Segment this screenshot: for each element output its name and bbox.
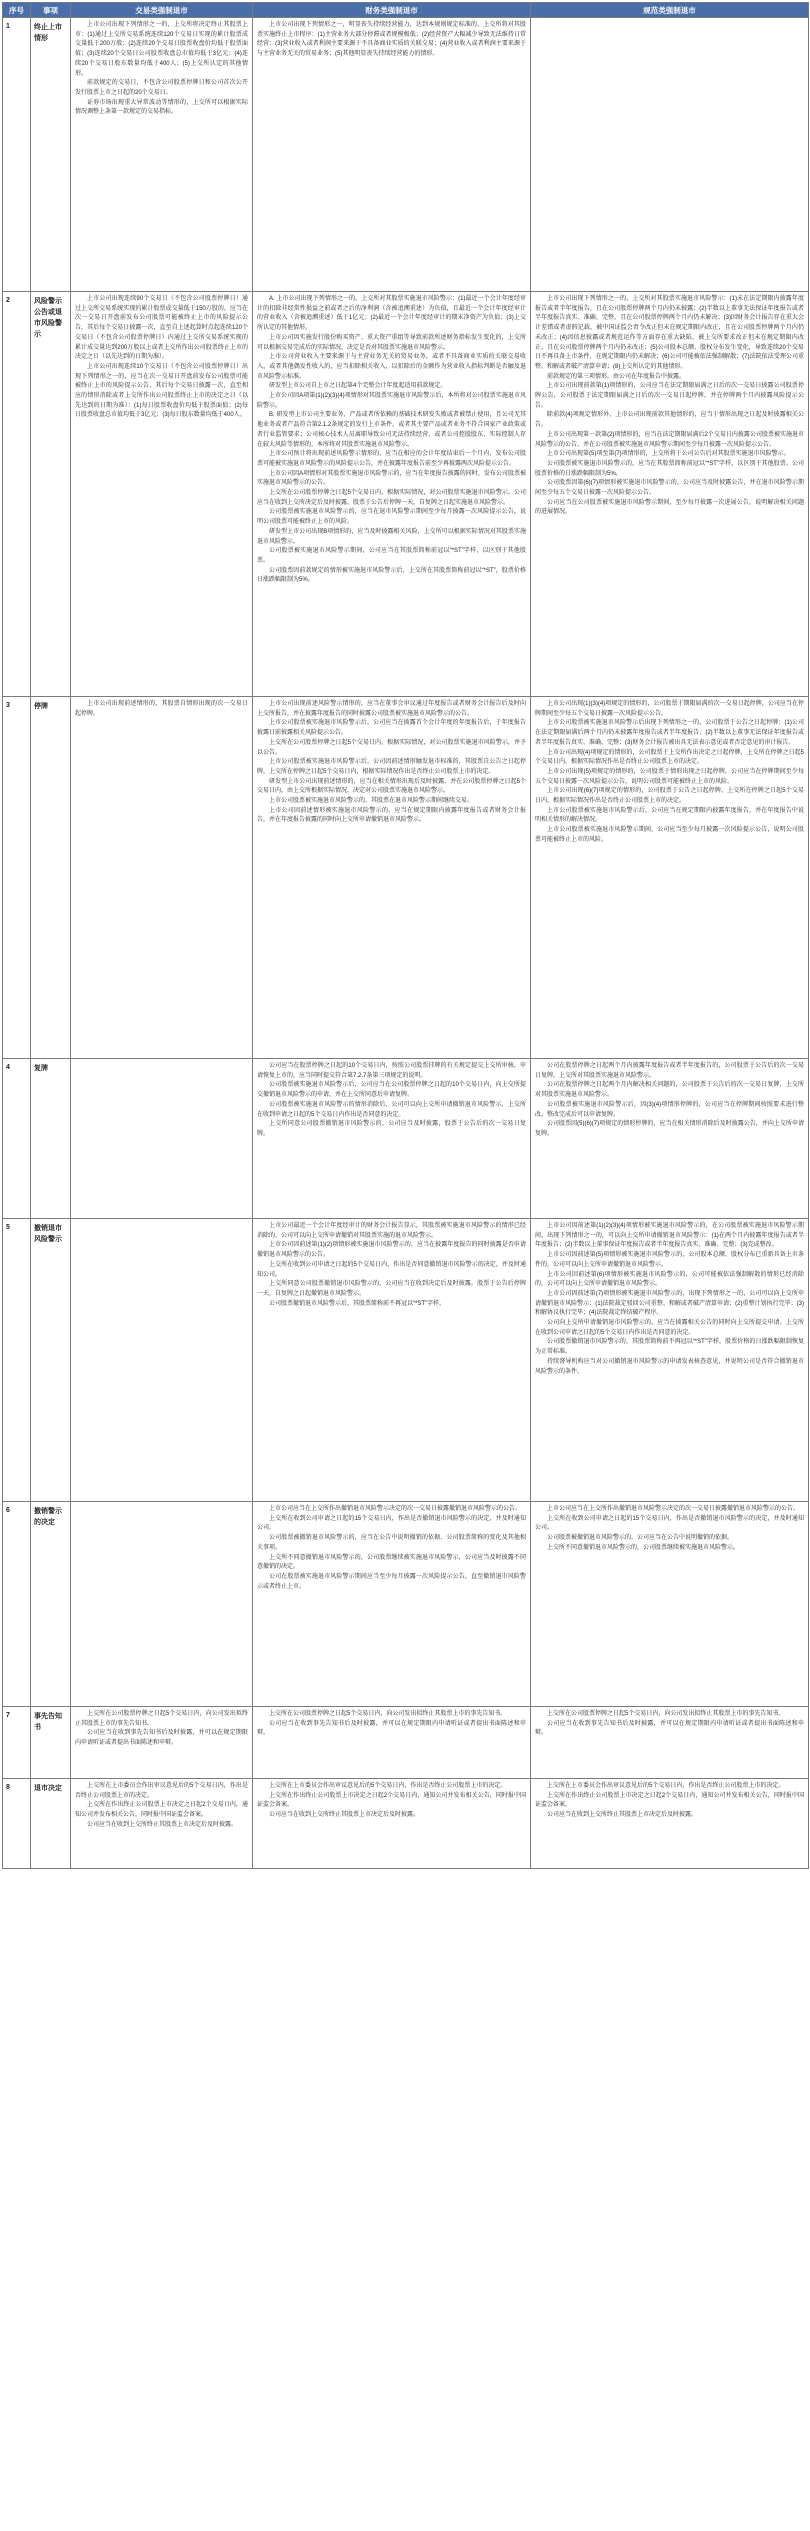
- cell-paragraph: 上市公司出现下列情形之一，明显丧失持续经营能力，达到本规则规定标准的，上交所将对其股票实施终止上市程序：(1)主营业务大部分停滞或者规模极低；(2)经营资产大幅减少导致无法维持日常经营；(3)营业收入或者利润主要来源于不具备商业实质的关联交易；(4)营业收入或者利润主要来源于与主营业务无关的贸易业务；(5)其他明显丧失持续经营能力的情形。: [257, 22, 526, 58]
- cell-paragraph: 上交所在公司股票停牌之日起5个交易日内，向公司发出拟终止其股票上市的事先告知书。: [75, 1711, 248, 1727]
- table-row: [3, 1707, 809, 1779]
- cell-finance: [253, 18, 531, 292]
- cell-paragraph: 上市公司出现(4)项规定的情形的，公司股票于上交所作出决定之日起停牌，上交所在停牌之日起5个交易日内，根据实际情况作出是否终止公司股票上市的决定。: [535, 749, 804, 766]
- cell-paragraph: A. 上市公司出现下列情形之一的，上交所对其股票实施退市风险警示：(1)最近一个会计年度经审计的扣除非经常性损益之前或者之后的净利润（含被追溯重述）为负值，且最近一个会计年度经审计的营业收入（含被追溯重述）低于1亿元；(2)最近一个会计年度经审计的期末净资产为负值；(3)上交所认定的其他情形。: [257, 296, 526, 332]
- cell-paragraph: 上市公司出现(6)(7)项规定的情形的，公司股票于公告之日起停牌，上交所在停牌之日起5个交易日内，根据实际情况作出是否终止公司股票上市的决定。: [535, 788, 804, 805]
- cell-paragraph: 公司股票被实施退市风险警示的，应当在其股票简称前冠以“*ST”字样，以区别于其他股票。公司股票价格的日涨跌幅限制为5%。: [535, 460, 804, 477]
- cell-paragraph: 公司股票被撤销退市风险警示的，应当在公告中说明撤销的依据、公司股票简称的变化及其他相关事项。: [257, 1535, 526, 1551]
- cell-paragraph: 研发型上市公司出现B项情形的，应当及时披露相关风险，上交所可以根据实际情况对其股票实施退市风险警示。: [257, 528, 526, 545]
- cell-finance: [253, 1707, 531, 1779]
- row-item: 终止上市情形: [31, 18, 71, 292]
- table-row: [3, 1779, 809, 1869]
- table-body: [3, 18, 809, 1869]
- row-number: 3: [3, 697, 31, 1059]
- cell-paragraph: 持续督导机构应当对公司撤销退市风险警示的申请发表核查意见，并说明公司是否符合撤销退市风险警示的条件。: [535, 1358, 804, 1375]
- delisting-comparison-table: [2, 2, 809, 1869]
- cell-paragraph: 上市公司出现连续10个交易日（不包含公司股票停牌日）出现下列情形之一的，应当在次一交易日开盘前发布公司股票可能被终止上市的风险提示公告，其后每个交易日披露一次，直至相应的情形消除或者上交所作出公司股票终止上市的决定之日（以先达到的日期为准）：(1)每日股票收盘价均低于股票面值；(2)每日股票收盘总市值均低于3亿元；(3)每日股东数量均低于400人。: [75, 363, 248, 419]
- cell-paragraph: 公司应当在收到事先告知书后及时披露，并可以在规定期限内申请听证或者提出书面陈述和申辩。: [75, 1730, 248, 1747]
- row-item: 退市决定: [31, 1779, 71, 1869]
- cell-paragraph: 上交所在公司股票停牌之日起5个交易日内，向公司发出拟终止其股票上市的事先告知书。: [547, 1711, 785, 1717]
- cell-paragraph: 上交所不同意撤销退市风险警示的，公司股票继续被实施退市风险警示。: [547, 1544, 740, 1551]
- cell-trade: [71, 1779, 253, 1869]
- table-header-row: [3, 3, 809, 18]
- table-row: [3, 1219, 809, 1502]
- cell-paragraph: 上市公司股票被实施退市风险警示后出现下列情形之一的，公司股票于公告之日起停牌：(1)公司在法定期限届满后两个月内仍未披露年度报告或者半年度报告；(2)半数以上董事无法保证年度报告或者半年度报告真实、准确、完整；(3)财务会计报告被出具无法表示意见或者否定意见的审计报告。: [535, 720, 804, 746]
- cell-paragraph: 公司应当在公司股票被实施退市风险警示期间，至少每月披露一次进展公告，说明解决相关问题的进展情况。: [535, 499, 804, 516]
- cell-paragraph: 公司股票被实施退市风险警示期间，公司应当在其股票简称前冠以“*ST”字样，以区别于其他股票。: [257, 548, 526, 564]
- cell-paragraph: 上交所在上市委员会作出审议意见后的5个交易日内，作出是否终止公司股票上市的决定。: [269, 1783, 507, 1789]
- row-number: 1: [3, 18, 31, 292]
- header-norm: 规范类强制退市: [531, 3, 809, 18]
- cell-norm: [531, 292, 809, 697]
- cell-paragraph: 上市公司因前述第(5)项情形被实施退市风险警示的，公司股本总额、股权分布已重新具备上市条件的，公司可以向上交所申请撤销退市风险警示。: [535, 1252, 804, 1268]
- cell-trade: [71, 1502, 253, 1707]
- cell-paragraph: 上市公司因A项情形对其股票实施退市风险警示的，应当在年度报告披露的同时，发布公司股票被实施退市风险警示的公告。: [257, 470, 526, 487]
- cell-paragraph: 上市公司出现(1)(3)(4)项规定的情形的，公司股票于期限届满的次一交易日起停牌，公司应当在停牌期间至少每五个交易日披露一次风险提示公告。: [535, 701, 804, 717]
- cell-paragraph: 上交所在上市委员会作出审议意见后的5个交易日内，作出是否终止公司股票上市的决定。: [75, 1783, 248, 1799]
- cell-paragraph: 上交所在上市委员会作出审议意见后的5个交易日内，作出是否终止公司股票上市的决定。: [547, 1783, 785, 1789]
- cell-paragraph: 上市公司营业收入主要来源于与主营业务无关的贸易业务，或者不具备商业实质的关联交易收入，或者其他偶发性收入的，应当扣除相关收入，以扣除后的金额作为营业收入指标判断是否触及退市风险警示标准。: [257, 354, 526, 380]
- cell-norm: [531, 1502, 809, 1707]
- row-item: 撤销退市风险警示: [31, 1219, 71, 1502]
- cell-paragraph: 公司股票撤销退市风险警示的，其股票简称前不再冠以“*ST”字样，股票价格的日涨跌幅限制恢复为正常标准。: [535, 1339, 804, 1356]
- table-row: [3, 1059, 809, 1219]
- cell-paragraph: 研发型上市公司出现前述情形的，应当在相关情形出现后及时披露，并在公司股票停牌之日起5个交易日内，由上交所根据实际情况，决定对公司股票实施退市风险警示。: [257, 778, 526, 795]
- cell-paragraph: 上交所在收到公司申请之日起的15个交易日内，作出是否撤销退市风险警示的决定，并及时通知公司。: [257, 1515, 526, 1532]
- cell-paragraph: 研发型上市公司自上市之日起第4个完整会计年度起适用前款规定。: [269, 383, 447, 390]
- cell-trade: [71, 1219, 253, 1502]
- cell-paragraph: B. 研发型上市公司主要业务、产品或者所依赖的基础技术研发失败或者被禁止使用，且公司无其他业务或者产品符合第2.1.2条规定的发行上市条件，或者其主要产品或者业务不符合国家产业政策或者行业监管要求；公司核心技术人员离职导致公司无法持续经营，或者公司控股股东、实际控制人存在较大风险等情形的，本所将对其股票实施退市风险警示。: [257, 412, 526, 448]
- row-item: 撤销警示的决定: [31, 1502, 71, 1707]
- cell-paragraph: 公司应当在收到事先告知书后及时披露，并可以在规定期限内申请听证或者提出书面陈述和申辩。: [257, 1720, 526, 1737]
- cell-paragraph: 公司在股票停牌之日起两个月内披露年度报告或者半年度报告的，公司股票于公告后的次一交易日复牌，上交所对其股票实施退市风险警示。: [535, 1063, 804, 1079]
- cell-paragraph: 前款规定的交易日，不包含公司股票停牌日和公司首次公开发行股票上市之日起的20个交易日。: [75, 80, 248, 96]
- cell-trade: [71, 292, 253, 697]
- row-item: 复牌: [31, 1059, 71, 1219]
- cell-paragraph: 上交所在公司股票停牌之日起5个交易日内，根据实际情况，对公司股票实施退市风险警示，并予以公告。: [257, 739, 526, 756]
- cell-paragraph: 公司应当在收到上交所终止其股票上市决定后及时披露。: [87, 1821, 238, 1828]
- row-item: 事先告知书: [31, 1707, 71, 1779]
- cell-paragraph: 上市公司因实施发行股份购买资产、重大资产重组等导致前款所述财务指标发生变化的，上交所可以根据交易完成后的实际情况，决定是否对其股票实施退市风险警示。: [257, 334, 526, 351]
- cell-paragraph: 公司应当在收到上交所终止其股票上市决定后及时披露。: [547, 1812, 698, 1819]
- cell-paragraph: 公司应当在股票停牌之日起的10个交易日内，按照公司股票挂牌的有关规定提交上交所审核，申请恢复上市的，应当同时提交符合第7.2.7条第三项规定的说明。: [257, 1063, 526, 1079]
- cell-paragraph: 上市公司出现前述风险警示情形的，应当在董事会审议通过年度报告或者财务会计报告后及时向上交所报告，并在披露年度报告的同时披露公司股票被实施退市风险警示的公告。: [257, 701, 526, 717]
- table-row: [3, 18, 809, 292]
- row-number: 4: [3, 1059, 31, 1219]
- cell-norm: [531, 1779, 809, 1869]
- cell-paragraph: 上市公司预计将出现前述风险警示情形的，应当在相应的会计年度结束后一个月内，发布公司股票可能被实施退市风险警示的风险提示公告，并在披露年度报告前至少再披露两次风险提示公告。: [257, 451, 526, 467]
- cell-paragraph: 上市公司出现(5)项规定的情形的，公司股票于情形出现之日起停牌，公司应当在停牌期间至少每五个交易日披露一次风险提示公告，说明公司股票可能被终止上市的风险。: [535, 768, 804, 785]
- cell-paragraph: 公司在股票停牌之日起两个月内解决相关问题的，公司股票于公告后的次一交易日复牌，上交所对其股票实施退市风险警示。: [535, 1082, 804, 1099]
- cell-finance: [253, 1779, 531, 1869]
- cell-paragraph: 公司应当在收到事先告知书后及时披露，并可以在规定期限内申请听证或者提出书面陈述和申辩。: [535, 1720, 804, 1737]
- cell-finance: [253, 1059, 531, 1219]
- cell-paragraph: 上市公司股票被实施退市风险警示期间，公司应当至少每月披露一次风险提示公告，说明公司股票可能被终止上市的风险。: [535, 827, 804, 843]
- cell-paragraph: 证券市场出现重大异常波动等情形的，上交所可以根据实际情况调整上条第一款规定的交易指标。: [75, 99, 248, 116]
- cell-trade: [71, 18, 253, 292]
- header-finance: 财务类强制退市: [253, 3, 531, 18]
- row-item: 停牌: [31, 697, 71, 1059]
- cell-paragraph: 公司股票因第(6)(7)项情形被实施退市风险警示的，公司应当及时披露公告，并在退市风险警示期间至少每五个交易日披露一次风险提示公告。: [535, 480, 804, 497]
- cell-paragraph: 上交所在作出终止公司股票上市决定之日起2个交易日内，通知公司并发布相关公告，同时报中国证监会备案。: [75, 1802, 248, 1819]
- cell-paragraph: 上市公司股票被实施退市风险警示后，公司因前述情形触发退市标准的，其股票自公告之日起停牌，上交所在停牌之日起5个交易日内，根据实际情况作出是否终止公司股票上市的决定。: [257, 759, 526, 775]
- cell-paragraph: 上市公司出现下列情形之一的，上交所将决定终止其股票上市：(1)通过上交所交易系统连续120个交易日实现的累计股票成交量低于200万股；(2)连续20个交易日股票收盘价均低于股票面值；(3)连续20个交易日公司股票收盘总市值均低于3亿元；(4)连续20个交易日股东数量均低于400人；(5)上交所认定的其他情形。: [75, 22, 248, 77]
- cell-paragraph: 上市公司因前述第(1)(2)(3)(4)项情形被实施退市风险警示的，在公司股票被实施退市风险警示期间，出现下列情形之一的，可以向上交所申请撤销退市风险警示：(1)在两个月内披露年度报告或者半年度报告；(2)半数以上董事保证年度报告或者半年度报告真实、准确、完整；(3)完成整改。: [535, 1223, 804, 1249]
- cell-norm: [531, 1707, 809, 1779]
- cell-paragraph: 公司股票因前款规定的情形被实施退市风险警示后，上交所在其股票简称前冠以“*ST”，股票价格日涨跌幅限制为5%。: [257, 567, 526, 584]
- cell-paragraph: 公司股票撤销退市风险警示后，其股票简称前不再冠以“*ST”字样。: [269, 1300, 445, 1307]
- cell-finance: [253, 1502, 531, 1707]
- cell-paragraph: 前款规定的第三项情形，由公司在年度报告中披露。: [547, 373, 686, 380]
- cell-norm: [531, 18, 809, 292]
- cell-paragraph: 上市公司出现连续90个交易日（不包含公司股票停牌日）通过上交所交易系统实现的累计股票成交量低于150万股的，应当在次一交易日开盘前发布公司股票可能被终止上市的风险提示公告，其后每个交易日披露一次，直至自上述起算时点起连续120个交易日（不包含公司股票停牌日）内通过上交所交易系统实现的累计成交量达到200万股以上或者上交所作出公司股票终止上市的决定之日（以先达到的日期为准）。: [75, 296, 248, 361]
- cell-paragraph: 上市公司因前述第(7)项情形被实施退市风险警示的，出现下列情形之一的，公司可以向上交所申请撤销退市风险警示：(1)法院裁定驳回公司重整、和解或者破产清算申请；(2)重整计划执行完毕；(3)和解协议执行完毕；(4)法院裁定终结破产程序。: [535, 1290, 804, 1317]
- cell-paragraph: 公司股票被实施退市风险警示后，公司应当在公司股票停牌之日起的10个交易日内，向上交所提交撤销退市风险警示的申请，并在上交所同意后申请复牌。: [257, 1082, 526, 1099]
- cell-paragraph: 上市公司因前述第(1)(2)项情形被实施退市风险警示的，应当在披露年度报告的同时披露是否申请撤销退市风险警示的公告。: [257, 1242, 526, 1259]
- cell-paragraph: 上市公司因前述第(6)项情形被实施退市风险警示的，公司可能被依法强制解散的情形已经消除的，公司可以向上交所申请撤销退市风险警示。: [535, 1271, 804, 1288]
- cell-paragraph: 上交所在公司股票停牌之日起5个交易日内，向公司发出拟终止其股票上市的事先告知书。: [269, 1711, 507, 1717]
- row-number: 8: [3, 1779, 31, 1869]
- cell-paragraph: 上交所在收到公司申请之日起的15个交易日内，作出是否撤销退市风险警示的决定，并及时通知公司。: [535, 1515, 804, 1532]
- cell-finance: [253, 292, 531, 697]
- cell-norm: [531, 697, 809, 1059]
- row-number: 5: [3, 1219, 31, 1502]
- cell-paragraph: 上交所在作出终止公司股票上市决定之日起2个交易日内，通知公司并发布相关公告，同时报中国证监会备案。: [535, 1792, 804, 1809]
- cell-paragraph: 上市公司出现第一款第(2)项情形的，应当在法定期限届满后2个交易日内披露公司股票被实施退市风险警示的公告，并在公司股票被实施退市风险警示期间至少每月披露一次风险提示公告。: [535, 431, 804, 448]
- cell-norm: [531, 1059, 809, 1219]
- cell-paragraph: 公司股票因(5)(6)(7)项规定的情形停牌的，应当在相关情形消除后及时披露公告，并向上交所申请复牌。: [535, 1121, 804, 1137]
- cell-paragraph: 上市公司因前述情形被实施退市风险警示的，应当在规定期限内披露年度报告或者财务会计报告，并在年度报告披露的同时向上交所申请撤销退市风险警示。: [257, 807, 526, 824]
- cell-paragraph: 上市公司出现下列情形之一的，上交所对其股票实施退市风险警示：(1)未在法定期限内披露年度报告或者半年度报告，且在公司股票停牌两个月内仍未披露；(2)半数以上董事无法保证年度报告或者半年度报告真实、准确、完整，且在公司股票停牌两个月内仍未解决；(3)因财务会计报告存在重大会计差错或者虚假记载，被中国证监会责令改正但未在规定期限内改正，且在公司股票停牌两个月内仍未改正；(4)因信息披露或者规范运作等方面存在重大缺陷，被上交所要求改正但未在规定期限内改正，且在公司股票停牌两个月内仍未改正；(5)公司股本总额、股权分布发生变化，导致连续20个交易日不再具备上市条件，在规定期限内仍未解决；(6)公司可能被依法强制解散；(7)法院依法受理公司重整、和解或者破产清算申请；(8)上交所认定的其他情形。: [535, 296, 804, 370]
- cell-finance: [253, 1219, 531, 1502]
- row-item: 风险警示公告或退市风险警示: [31, 292, 71, 697]
- cell-norm: [531, 1219, 809, 1502]
- row-number: 2: [3, 292, 31, 697]
- cell-trade: [71, 1707, 253, 1779]
- row-number: 6: [3, 1502, 31, 1707]
- cell-paragraph: 公司股票被实施退市风险警示的，应当在退市风险警示期间至少每月披露一次风险提示公告，说明公司股票可能被终止上市的风险。: [257, 509, 526, 526]
- header-trade: 交易类强制退市: [71, 3, 253, 18]
- cell-paragraph: 公司股票被实施退市风险警示后，因(3)(4)项情形停牌的，公司应当在停牌期间按照要求进行整改，整改完成后可以申请复牌。: [535, 1101, 804, 1118]
- table-row: [3, 697, 809, 1059]
- cell-paragraph: 上市公司因A项第(1)(2)(3)(4)项情形对其股票实施退市风险警示后，本所将对公司股票实施退市风险警示。: [257, 393, 526, 409]
- cell-paragraph: 上市公司出现第(5)项至第(7)项情形的，上交所将于公司公告后对其股票实施退市风险警示。: [547, 451, 790, 458]
- cell-paragraph: 公司向上交所申请撤销退市风险警示的，应当在披露相关公告的同时向上交所提交申请。上交所在收到公司申请之日起的5个交易日内作出是否同意的决定。: [535, 1320, 804, 1336]
- cell-paragraph: 上市公司股票被实施退市风险警示的，其股票在退市风险警示期间继续交易。: [269, 798, 474, 805]
- cell-paragraph: 上交所在收到公司申请之日起的5个交易日内，作出是否同意撤销退市风险警示的决定，并及时通知公司。: [257, 1261, 526, 1278]
- cell-paragraph: 上交所同意公司股票撤销退市风险警示的，公司应当在收到决定后及时披露，股票于公告后停牌一天，自复牌之日起撤销退市风险警示。: [257, 1281, 526, 1297]
- cell-paragraph: 公司在股票被实施退市风险警示期间应当至少每月披露一次风险提示公告，直至撤销退市风险警示或者终止上市。: [257, 1573, 526, 1590]
- table-row: [3, 292, 809, 697]
- table-row: [3, 1502, 809, 1707]
- row-number: 7: [3, 1707, 31, 1779]
- header-item: 事项: [31, 3, 71, 18]
- cell-paragraph: 上交所在公司股票停牌之日起5个交易日内，根据实际情况，对公司股票实施退市风险警示。公司应当在收到上交所决定后及时披露，股票于公告后停牌一天，自复牌之日起实施退市风险警示。: [257, 490, 526, 506]
- cell-paragraph: 上交所在作出终止公司股票上市决定之日起2个交易日内，通知公司并发布相关公告，同时报中国证监会备案。: [257, 1792, 526, 1809]
- cell-trade: [71, 697, 253, 1059]
- cell-paragraph: 公司股票被实施退市风险警示的情形消除后，公司可以向上交所申请撤销退市风险警示，上交所在收到申请之日起的5个交易日内作出是否同意的决定。: [257, 1101, 526, 1118]
- cell-paragraph: 上交所不同意撤销退市风险警示的，公司股票继续被实施退市风险警示，公司应当及时披露不同意撤销的决定。: [257, 1554, 526, 1571]
- cell-paragraph: 上市公司出现前款第(1)项情形的，公司应当在法定期限届满之日后的次一交易日披露公司股票停牌公告，公司股票于法定期限届满之日后的次一交易日起停牌，并在停牌两个月内披露风险提示公告。: [535, 383, 804, 409]
- cell-paragraph: 上市公司应当在上交所作出撤销退市风险警示决定的次一交易日披露撤销退市风险警示的公告。: [547, 1506, 800, 1512]
- cell-paragraph: 上市公司最近一个会计年度经审计的财务会计报告显示，其股票被实施退市风险警示的情形已经消除的，公司可以向上交所申请撤销对其股票实施的退市风险警示。: [257, 1223, 526, 1239]
- cell-paragraph: 上市公司应当在上交所作出撤销退市风险警示决定的次一交易日披露撤销退市风险警示的公告。: [269, 1506, 522, 1512]
- header-no: 序号: [3, 3, 31, 18]
- cell-paragraph: 除前款(4)项规定情形外，上市公司出现前款其他情形的，应当于情形出现之日起及时披露相关公告。: [535, 412, 804, 429]
- cell-paragraph: 上市公司出现前述情形的，其股票自情形出现的次一交易日起停牌。: [75, 701, 248, 717]
- cell-paragraph: 上市公司股票被实施退市风险警示后，公司应当在披露首个会计年度的年度报告后，于年度报告披露日前披露相关风险提示公告。: [257, 720, 526, 737]
- cell-paragraph: 上交所同意公司股票撤销退市风险警示的，公司应当及时披露，股票于公告后的次一交易日复牌。: [257, 1121, 526, 1137]
- cell-paragraph: 公司应当在收到上交所终止其股票上市决定后及时披露。: [269, 1812, 420, 1819]
- cell-finance: [253, 697, 531, 1059]
- cell-paragraph: 上市公司股票被实施退市风险警示后，公司应当在规定期限内披露年度报告，并在年度报告中说明相关情形的解决情况。: [535, 807, 804, 824]
- cell-trade: [71, 1059, 253, 1219]
- cell-paragraph: 公司股票被撤销退市风险警示的，公司应当在公告中说明撤销的依据。: [547, 1535, 734, 1542]
